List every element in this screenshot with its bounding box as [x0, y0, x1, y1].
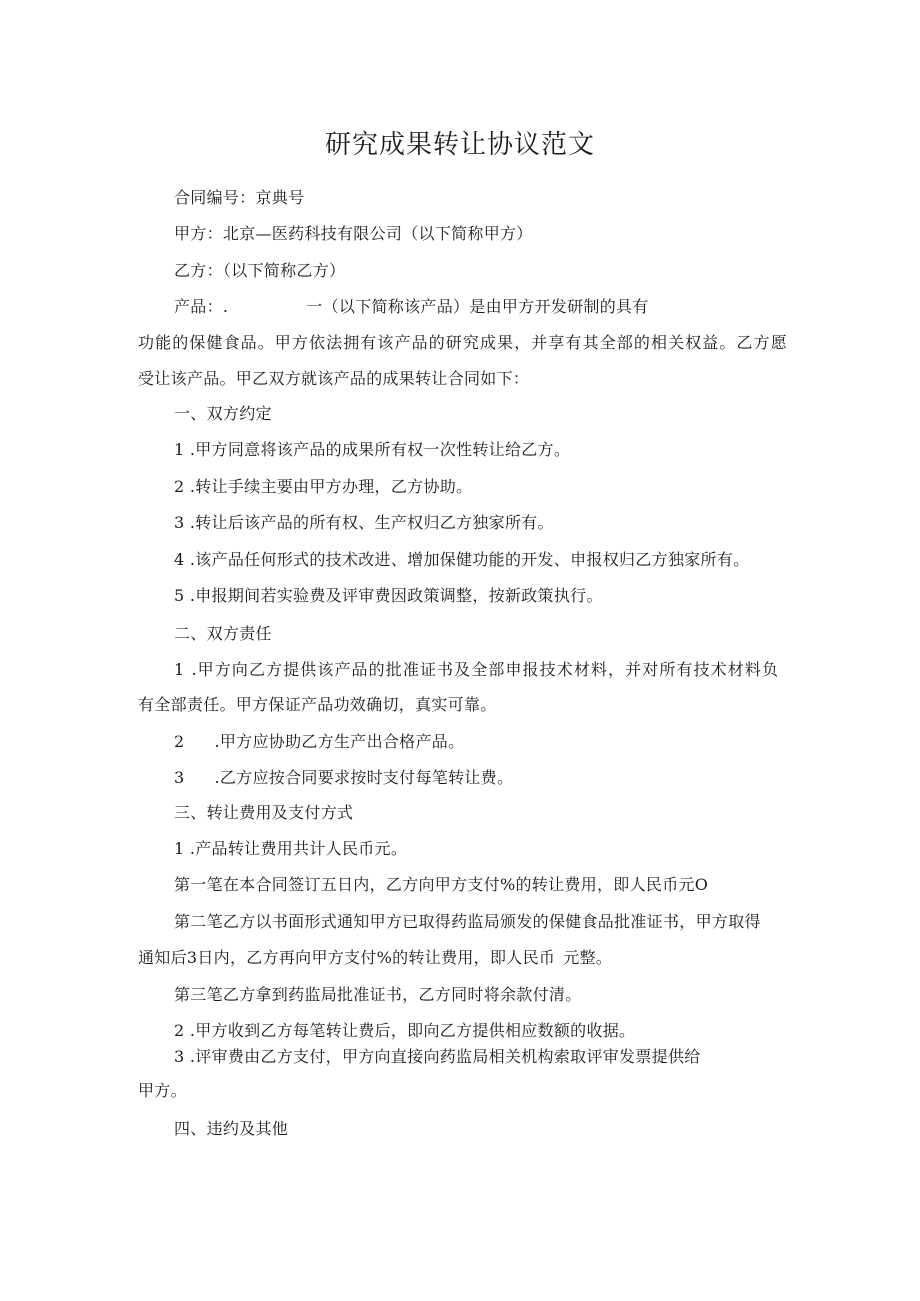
section-3-second-payment-suffix: 元整。 [563, 948, 613, 967]
section-2-item-3-number: 3 [174, 768, 185, 787]
section-3-second-payment-line1: 第二笔乙方以书面形式通知甲方已取得药监局颁发的保健食品批准证书，甲方取得 [174, 912, 761, 931]
product-label: 产品：. [174, 297, 229, 316]
section-3-second-payment-text: 通知后3日内，乙方再向甲方支付%的转让费用，即人民币 [138, 948, 556, 967]
product-paragraph-line3: 受让该产品。甲乙双方就该产品的成果转让合同如下： [138, 369, 530, 388]
product-description: 一（以下简称该产品）是由甲方开发研制的具有 [306, 297, 649, 316]
section-2-item-2 [174, 731, 464, 753]
product-paragraph-line2: 功能的保健食品。甲方依法拥有该产品的研究成果，并享有其全部的相关权益。乙方愿 [138, 333, 788, 352]
section-1-item-4: 4 .该产品任何形式的技术改进、增加保健功能的开发、申报权归乙方独家所有。 [174, 550, 750, 569]
section-2-item-3-text: .乙方应按合同要求按时支付每笔转让费。 [214, 768, 514, 787]
section-1-item-2: 2 .转让手续主要由甲方办理，乙方协助。 [174, 477, 473, 496]
section-3-item-1: 1 .产品转让费用共计人民币元。 [174, 839, 408, 858]
section-3-item-3-line2: 甲方。 [138, 1081, 187, 1100]
section-3-first-payment: 第一笔在本合同签订五日内，乙方向甲方支付%的转让费用，即人民币元O [174, 875, 709, 894]
section-3-third-payment: 第三笔乙方拿到药监局批准证书，乙方同时将余款付清。 [174, 985, 582, 1004]
section-2-item-3 [174, 767, 513, 789]
section-2-item-1-line1: 1 .甲方向乙方提供该产品的批准证书及全部申报技术材料，并对所有技术材料负 [174, 660, 780, 679]
section-1-item-3: 3 .转让后该产品的所有权、生产权归乙方独家所有。 [174, 513, 554, 532]
contract-number: 合同编号：京典号 [174, 188, 305, 207]
section-1-item-1: 1 .甲方同意将该产品的成果所有权一次性转让给乙方。 [174, 440, 571, 459]
party-a: 甲方：北京—医药科技有限公司（以下简称甲方） [174, 224, 533, 243]
section-3-item-3-line1: 3 .评审费由乙方支付，甲方向直接向药监局相关机构索取评审发票提供给 [174, 1047, 701, 1066]
section-3-item-2: 2 .甲方收到乙方每笔转让费后，即向乙方提供相应数额的收据。 [174, 1021, 636, 1040]
document-title: 研究成果转让协议范文 [324, 130, 595, 160]
section-2-item-2-text: .甲方应协助乙方生产出合格产品。 [214, 732, 465, 751]
party-b: 乙方：（以下简称乙方） [174, 261, 346, 280]
section-4-heading: 四、违约及其他 [174, 1119, 289, 1138]
section-2-item-1-line2: 有全部责任。甲方保证产品功效确切，真实可靠。 [138, 695, 497, 714]
section-1-item-5: 5 .申报期间若实验费及评审费因政策调整，按新政策执行。 [174, 586, 603, 605]
section-1-heading: 一、双方约定 [174, 404, 272, 423]
section-3-second-payment-line2 [138, 947, 612, 969]
section-2-item-2-number: 2 [174, 732, 185, 751]
product-paragraph-line1 [174, 296, 649, 318]
section-3-heading: 三、转让费用及支付方式 [174, 803, 354, 822]
section-2-heading: 二、双方责任 [174, 624, 272, 643]
